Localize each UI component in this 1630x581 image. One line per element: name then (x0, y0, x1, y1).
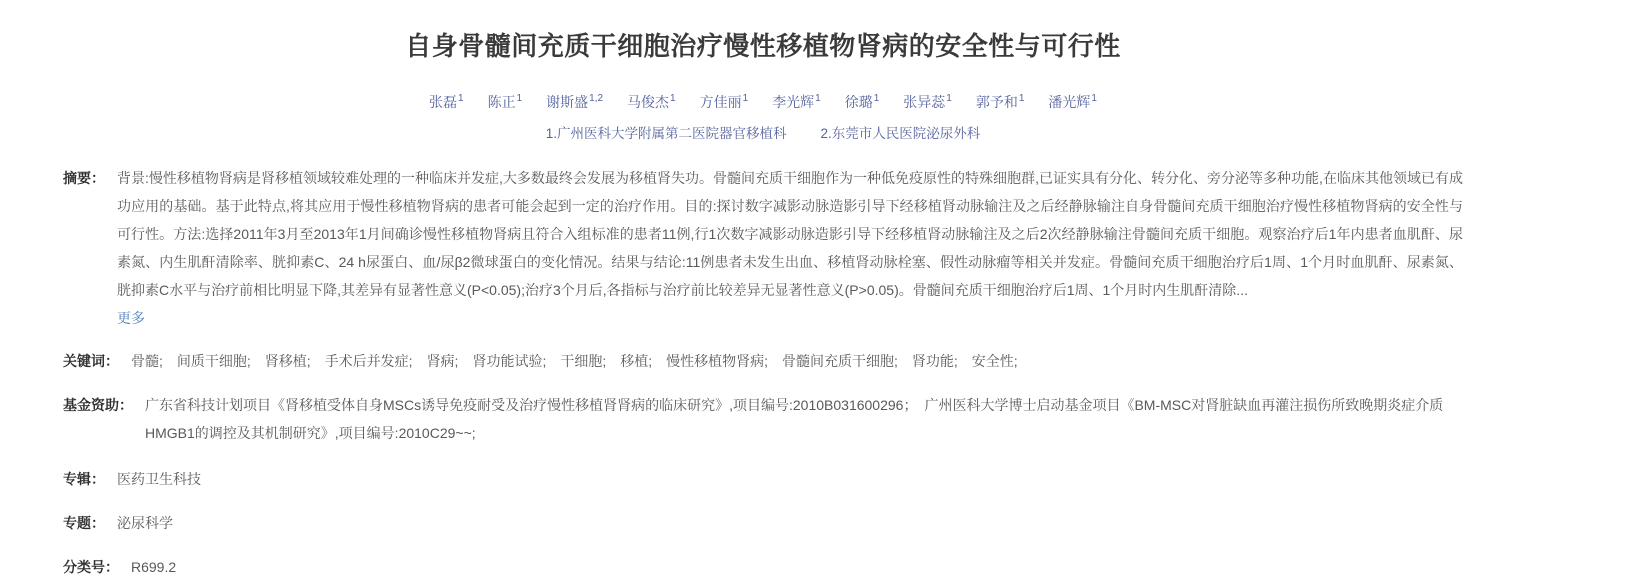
abstract-label: 摘要： (63, 170, 105, 186)
author-name: 陈正 (487, 94, 516, 110)
author-name: 张异蕊 (903, 94, 946, 110)
keyword-link[interactable]: 肾移植; (264, 353, 311, 369)
author-affiliation-sup: 1 (946, 93, 952, 105)
author-link[interactable] (1048, 92, 1097, 112)
affiliation-item: 2.东莞市人民医院泌尿外科 (820, 126, 981, 141)
author-name: 郭予和 (975, 94, 1018, 110)
author-link[interactable] (976, 92, 1025, 112)
author-link[interactable] (700, 92, 749, 112)
keywords-list (131, 347, 1463, 375)
clc-value: R699.2 (131, 559, 177, 575)
funding-row (63, 391, 1463, 447)
author-affiliation-sup: 1 (742, 93, 749, 105)
album-row (63, 465, 1463, 493)
author-affiliation-sup: 1 (1018, 93, 1025, 105)
author-name: 马俊杰 (627, 94, 670, 110)
paper-detail-page (63, 0, 1463, 581)
abstract-content (117, 164, 1463, 332)
author-name: 方佳丽 (699, 94, 742, 110)
author-name: 谢斯盛 (546, 94, 589, 110)
author-name: 潘光辉 (1048, 94, 1091, 110)
topic-row (63, 509, 1463, 537)
keyword-link[interactable]: 安全性; (971, 353, 1018, 369)
authors-row (63, 92, 1463, 112)
abstract-more-link[interactable]: 更多 (117, 310, 145, 326)
author-name: 徐璐 (844, 94, 873, 110)
author-affiliation-sup: 1 (1091, 93, 1097, 105)
keyword-link[interactable]: 移植; (620, 353, 653, 369)
funding-label: 基金资助： (63, 397, 133, 413)
author-affiliation-sup: 1 (458, 93, 464, 105)
author-link[interactable] (903, 92, 952, 112)
author-link[interactable] (429, 92, 464, 112)
keyword-link[interactable]: 骨髓; (131, 353, 163, 369)
keyword-link[interactable]: 骨髓间充质干细胞; (782, 353, 898, 369)
keyword-link[interactable]: 干细胞; (560, 353, 607, 369)
abstract-row (63, 164, 1463, 332)
author-affiliation-sup: 1,2 (589, 93, 604, 105)
author-link[interactable] (488, 92, 523, 112)
clc-label: 分类号： (63, 559, 119, 575)
album-label: 专辑： (63, 471, 105, 487)
author-name: 李光辉 (772, 94, 815, 110)
affiliation-item: 1.广州医科大学附属第二医院器官移植科 (545, 126, 787, 141)
author-affiliation-sup: 1 (516, 93, 523, 105)
author-name: 张磊 (429, 94, 458, 110)
affiliations-row (63, 122, 1463, 142)
clc-row (63, 553, 1463, 581)
keyword-link[interactable]: 慢性移植物肾病; (666, 353, 769, 369)
author-link[interactable] (845, 92, 880, 112)
author-link[interactable] (627, 92, 676, 112)
author-affiliation-sup: 1 (873, 93, 880, 105)
abstract-text: 背景:慢性移植物肾病是肾移植领域较难处理的一种临床并发症,大多数最终会发展为移植肾失功。骨髓间充质干细胞作为一种低免疫原性的特殊细胞群,已证实具有分化、转分化、旁分泌等多种功能,在临床其他领域已有成功应用的基础。基于此特点,将其应用于慢性移植物肾病的患者可能会起到一定的治疗作用。目的:探讨数字减影动脉造影引导下经移植肾动脉输注及之后经静脉输注自身骨髓间充质干细胞治疗慢性移植物肾病的安全性与可行性。方法:选择2011年3月至2013年1月间确诊慢性移植物肾病且符合入组标准的患者11例,行1次数字减影动脉造影引导下经移植肾动脉输注及之后2次经静脉输注骨髓间充质干细胞。观察治疗后1年内患者血肌酐、尿素氮、内生肌酐清除率、胱抑素C、24 h尿蛋白、血/尿β2微球蛋白的变化情况。结果与结论:11例患者未发生出血、移植肾动脉栓塞、假性动脉瘤等相关并发症。骨髓间充质干细胞治疗后1周、1个月时血肌酐、尿素氮、胱抑素C水平与治疗前相比明显下降,其差异有显著性意义(P<0.05);治疗3个月后,各指标与治疗前比较差异无显著性意义(P>0.05)。骨髓间充质干细胞治疗后1周、1个月时内生肌酐清除... (117, 170, 1463, 298)
keywords-row (63, 347, 1463, 375)
topic-value: 泌尿科学 (117, 515, 173, 531)
meta-section (63, 164, 1463, 581)
keyword-link[interactable]: 手术后并发症; (324, 353, 413, 369)
keyword-link[interactable]: 肾功能试验; (472, 353, 547, 369)
keyword-link[interactable]: 肾功能; (911, 353, 958, 369)
album-value: 医药卫生科技 (117, 471, 201, 487)
author-affiliation-sup: 1 (815, 93, 821, 105)
page-title: 自身骨髓间充质干细胞治疗慢性移植物肾病的安全性与可行性 (405, 31, 1121, 61)
topic-label: 专题： (63, 515, 105, 531)
author-link[interactable] (546, 92, 603, 112)
funding-text: 广东省科技计划项目《肾移植受体自身MSCs诱导免疫耐受及治疗慢性移植肾肾病的临床研究》,项目编号:2010B031600296； 广州医科大学博士启动基金项目《BM-MSC对肾脏缺血再灌注损伤所致晚期炎症介质HMGB1的调控及其机制研究》,项目编号:2010C29~~; (145, 397, 1444, 441)
keyword-link[interactable]: 间质干细胞; (176, 353, 251, 369)
keyword-link[interactable]: 肾病; (426, 353, 459, 369)
keywords-label: 关键词： (63, 353, 119, 369)
author-link[interactable] (772, 92, 821, 112)
author-affiliation-sup: 1 (670, 93, 676, 105)
